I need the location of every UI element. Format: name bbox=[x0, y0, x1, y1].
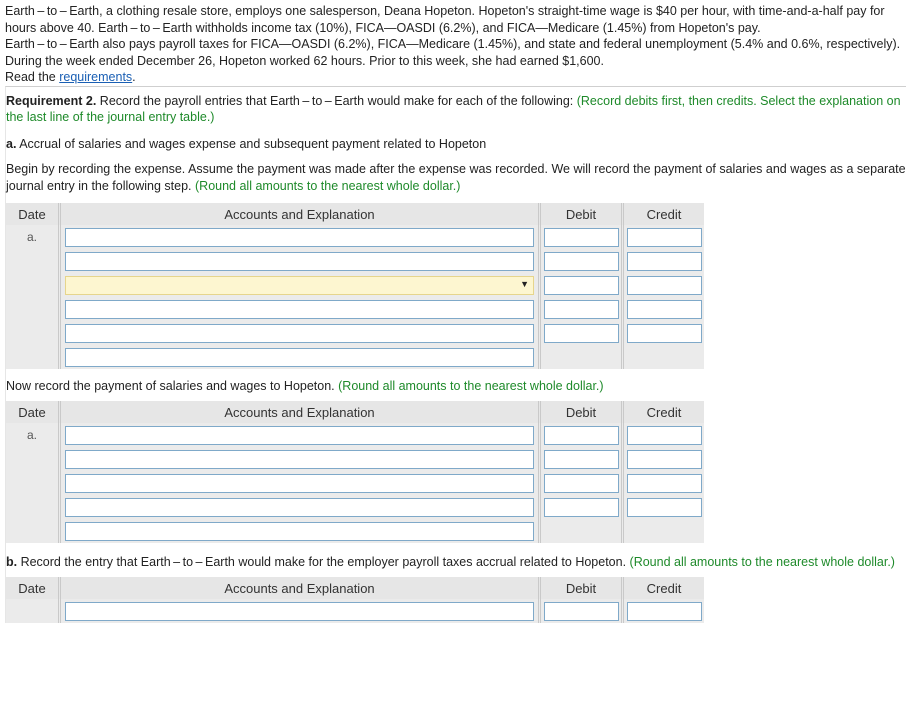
date-cell: a. bbox=[6, 225, 60, 249]
part-b-text: Record the entry that Earth – to – Earth would make for the employer payroll taxes accrual related to Hopeton. bbox=[17, 555, 630, 569]
requirement-panel bbox=[5, 86, 906, 624]
debit-input[interactable] bbox=[544, 300, 619, 319]
read-suffix: . bbox=[132, 70, 136, 84]
chevron-down-icon: ▼ bbox=[520, 278, 529, 289]
credit-input[interactable] bbox=[627, 228, 702, 247]
credit-input[interactable] bbox=[627, 498, 702, 517]
credit-input[interactable] bbox=[627, 252, 702, 271]
table-row bbox=[6, 225, 704, 249]
table-row bbox=[6, 321, 704, 345]
account-input[interactable] bbox=[65, 228, 534, 247]
table-row bbox=[6, 599, 704, 623]
part-b-round-note: (Round all amounts to the nearest whole dollar.) bbox=[629, 555, 895, 569]
problem-statement bbox=[5, 3, 901, 86]
credit-input[interactable] bbox=[627, 602, 702, 621]
debit-input[interactable] bbox=[544, 426, 619, 445]
account-input[interactable] bbox=[65, 474, 534, 493]
header-date: Date bbox=[6, 203, 60, 225]
account-select[interactable] bbox=[65, 276, 534, 295]
header-credit: Credit bbox=[623, 203, 705, 225]
account-input[interactable] bbox=[65, 300, 534, 319]
account-input[interactable] bbox=[65, 450, 534, 469]
part-b-heading bbox=[6, 555, 906, 569]
intro-paragraph-2: Earth – to – Earth also pays payroll taxes for FICA—OASDI (6.2%), FICA—Medicare (1.45%), and state and federal unemployment (5.4% and 0.6%, respectively). During the week ended December 26, Hopeton worked 62 hours. Prior to this week, she had earned $1,600. bbox=[5, 37, 901, 68]
table-row bbox=[6, 519, 704, 543]
debit-input[interactable] bbox=[544, 252, 619, 271]
requirement-text bbox=[6, 93, 906, 126]
part-a-heading bbox=[6, 136, 906, 153]
journal-table-employer-taxes bbox=[6, 577, 704, 623]
account-input[interactable] bbox=[65, 498, 534, 517]
part-b-label: b. bbox=[6, 555, 18, 569]
intro-paragraph-1: Earth – to – Earth, a clothing resale store, employs one salesperson, Deana Hopeton. Hopeton's straight-time wage is $40 per hour, with time-and-a-half pay for hours above 40. Earth – to – Earth withholds income tax (10%), FICA—OASDI (6.2%), and FICA—Medicare (1.45%) from Hopeton's pay. bbox=[5, 4, 885, 35]
table-row bbox=[6, 471, 704, 495]
explanation-input[interactable] bbox=[65, 522, 534, 541]
now-round-note: (Round all amounts to the nearest whole dollar.) bbox=[338, 379, 604, 393]
table-row bbox=[6, 447, 704, 471]
begin-round-note: (Round all amounts to the nearest whole dollar.) bbox=[195, 178, 461, 193]
table-row bbox=[6, 423, 704, 447]
debit-input[interactable] bbox=[544, 474, 619, 493]
now-text: Now record the payment of salaries and wages to Hopeton. bbox=[6, 379, 339, 393]
date-cell: a. bbox=[6, 423, 60, 447]
credit-input[interactable] bbox=[627, 300, 702, 319]
table-row bbox=[6, 495, 704, 519]
debit-input[interactable] bbox=[544, 602, 619, 621]
header-accounts: Accounts and Explanation bbox=[60, 577, 540, 599]
credit-input[interactable] bbox=[627, 276, 702, 295]
requirement-body: Record the payroll entries that Earth – to – Earth would make for each of the following: bbox=[96, 93, 577, 108]
table-row bbox=[6, 345, 704, 369]
part-a-text: Accrual of salaries and wages expense and subsequent payment related to Hopeton bbox=[16, 136, 487, 151]
table-row bbox=[6, 297, 704, 321]
read-prefix: Read the bbox=[5, 70, 60, 84]
account-input[interactable] bbox=[65, 602, 534, 621]
debit-input[interactable] bbox=[544, 450, 619, 469]
table-row bbox=[6, 273, 704, 297]
account-input[interactable] bbox=[65, 426, 534, 445]
part-a-label: a. bbox=[6, 136, 17, 151]
header-debit: Debit bbox=[540, 401, 623, 423]
begin-instruction bbox=[6, 161, 906, 194]
debit-input[interactable] bbox=[544, 324, 619, 343]
credit-input[interactable] bbox=[627, 474, 702, 493]
requirement-instruction: (Record debits first, then credits. Select the explanation on the last line of the journal entry table.) bbox=[6, 93, 901, 124]
explanation-input[interactable] bbox=[65, 348, 534, 367]
credit-input[interactable] bbox=[627, 426, 702, 445]
header-credit: Credit bbox=[623, 401, 705, 423]
account-input[interactable] bbox=[65, 324, 534, 343]
journal-table-expense bbox=[6, 203, 704, 369]
debit-input[interactable] bbox=[544, 498, 619, 517]
debit-input[interactable] bbox=[544, 228, 619, 247]
journal-table-payment bbox=[6, 401, 704, 543]
header-debit: Debit bbox=[540, 203, 623, 225]
header-date: Date bbox=[6, 401, 60, 423]
header-date: Date bbox=[6, 577, 60, 599]
table-row bbox=[6, 249, 704, 273]
requirements-link[interactable]: requirements bbox=[59, 70, 133, 84]
read-requirements-line bbox=[5, 69, 901, 86]
header-accounts: Accounts and Explanation bbox=[60, 203, 540, 225]
credit-input[interactable] bbox=[627, 324, 702, 343]
credit-input[interactable] bbox=[627, 450, 702, 469]
payment-instruction bbox=[6, 379, 906, 393]
header-debit: Debit bbox=[540, 577, 623, 599]
header-credit: Credit bbox=[623, 577, 705, 599]
begin-text: Begin by recording the expense. Assume the payment was made after the expense was recorded. We will record the payment of salaries and wages as a separate journal entry in the following step. bbox=[6, 162, 906, 193]
debit-input[interactable] bbox=[544, 276, 619, 295]
requirement-label: Requirement 2. bbox=[6, 93, 97, 108]
account-input[interactable] bbox=[65, 252, 534, 271]
header-accounts: Accounts and Explanation bbox=[60, 401, 540, 423]
